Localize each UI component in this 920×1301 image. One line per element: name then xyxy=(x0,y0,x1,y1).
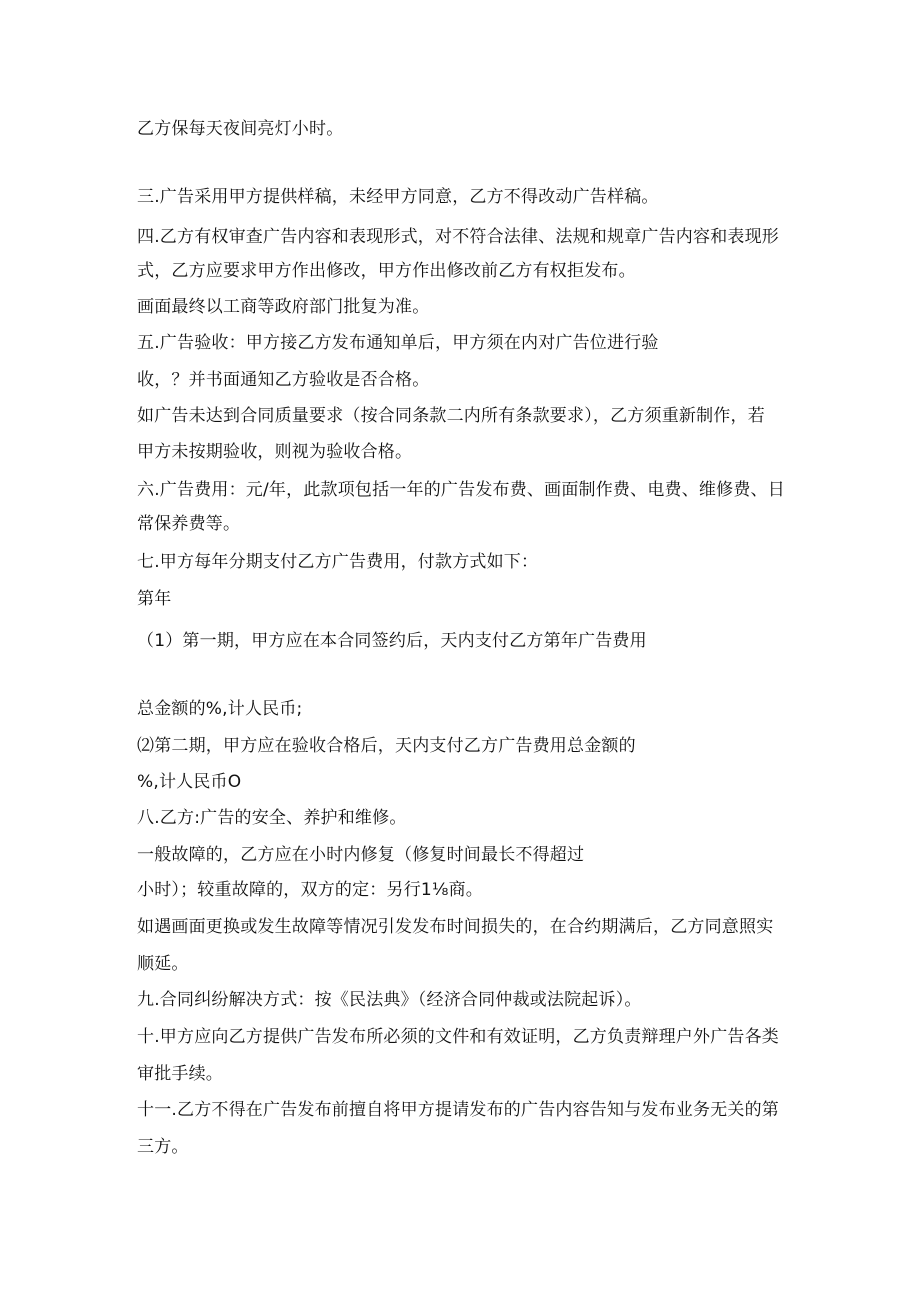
text-line: 九.合同纠纷解决方式：按《民法典》（经济合同仲裁或法院起诉）。 xyxy=(137,990,642,1010)
text-line: 三方。 xyxy=(137,1137,189,1157)
text-line: 十一.乙方不得在广告发布前擅自将甲方提请发布的广告内容告知与发布业务无关的第 xyxy=(137,1100,780,1120)
text-line: 如广告未达到合同质量要求（按合同条款二内所有条款要求），乙方须重新制作，若 xyxy=(137,406,765,426)
text-line: 六.广告费用：元/年，此款项包括一年的广告发布费、画面制作费、电费、维修费、日 xyxy=(137,480,785,500)
text-line: ⑵第二期，甲方应在验收合格后，天内支付乙方广告费用总金额的 xyxy=(137,736,636,756)
text-line: 式，乙方应要求甲方作出修改，甲方作出修改前乙方有权拒发布。 xyxy=(137,261,636,281)
text-line: 顺延。 xyxy=(137,954,189,974)
text-line: 画面最终以工商等政府部门批复为准。 xyxy=(137,297,430,317)
text-line: 常保养费等。 xyxy=(137,514,241,534)
text-line: 四.乙方有权审查广告内容和表现形式，对不符合法律、法规和规章广告内容和表现形 xyxy=(137,227,780,247)
text-line: 乙方保每天夜间亮灯小时。 xyxy=(137,119,344,139)
text-line: 审批手续。 xyxy=(137,1064,223,1084)
text-line: 三.广告采用甲方提供样稿，未经甲方同意，乙方不得改动广告样稿。 xyxy=(137,187,659,207)
text-line: 如遇画面更换或发生故障等情况引发发布时间损失的，在合约期满后，乙方同意照实 xyxy=(137,917,774,937)
text-line: 甲方未按期验收，则视为验收合格。 xyxy=(137,442,413,462)
text-line: 五.广告验收：甲方接乙方发布通知单后，甲方须在内对广告位进行验 xyxy=(137,333,659,353)
text-line: 小时）；较重故障的，双方的定：另行1⅛商。 xyxy=(137,880,483,900)
text-line: 八.乙方:广告的安全、养护和维修。 xyxy=(137,808,407,828)
text-line: 总金额的%,计人民币; xyxy=(137,699,303,719)
text-line: 十.甲方应向乙方提供广告发布所必须的文件和有效证明，乙方负责辩理户外广告各类 xyxy=(137,1027,780,1047)
text-line: 收，？并书面通知乙方验收是否合格。 xyxy=(137,370,430,390)
text-line: 一般故障的，乙方应在小时内修复（修复时间最长不得超过 xyxy=(137,845,585,865)
text-line: %,计人民币O xyxy=(137,772,242,792)
text-line: 第年 xyxy=(137,589,172,609)
text-line: （1）第一期，甲方应在本合同签约后，天内支付乙方第年广告费用 xyxy=(137,631,647,651)
text-line: 七.甲方每年分期支付乙方广告费用，付款方式如下： xyxy=(137,552,539,572)
